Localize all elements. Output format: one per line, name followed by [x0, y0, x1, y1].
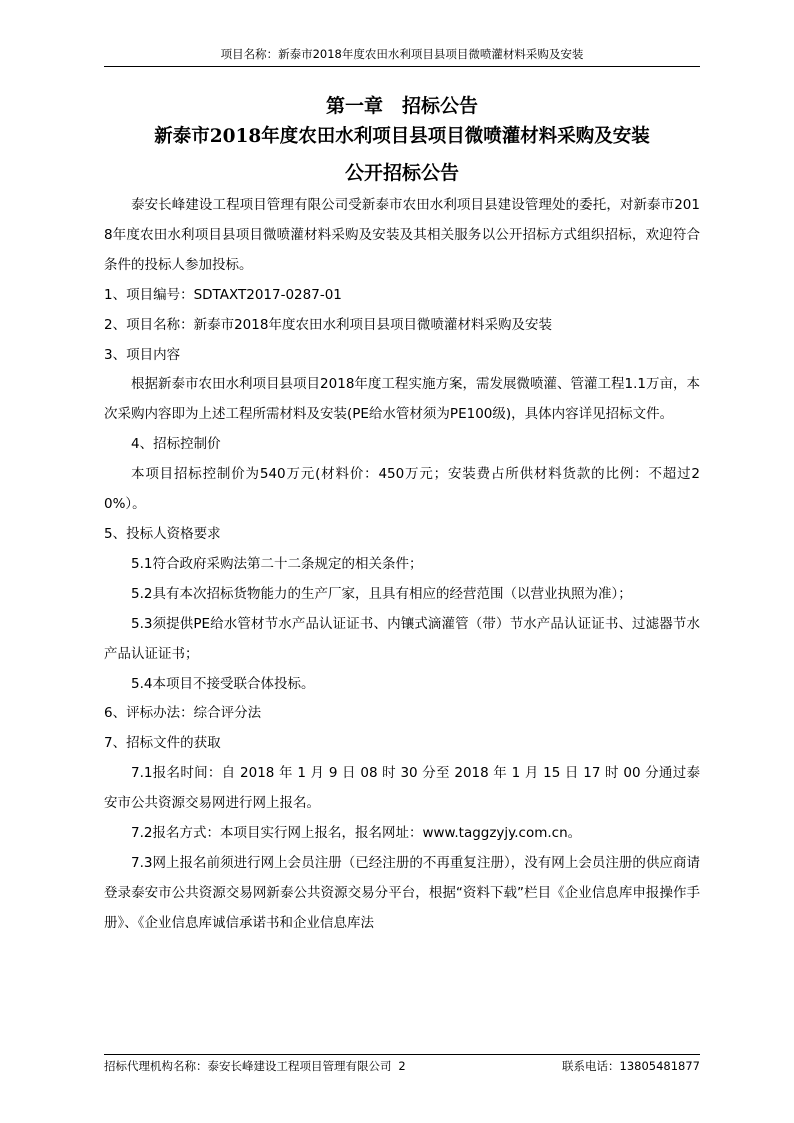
project-number: 1、项目编号：SDTAXT2017-0287-01: [104, 286, 342, 303]
page-header: [104, 44, 700, 67]
section-heading-documents: 7、招标文件的获取: [104, 735, 221, 752]
announcement-title: 新泰市2018年度农田水利项目县项目微喷灌材料采购及安装: [154, 126, 650, 147]
evaluation-method: 6、评标办法：综合评分法: [104, 705, 262, 722]
page-footer: [104, 1054, 700, 1077]
registration-method: 7.2报名方式：本项目实行网上报名，报名网址：www.taggzyjy.com.cn。: [131, 825, 582, 842]
header-project-name: 项目名称：新泰市2018年度农田水利项目县项目微喷灌材料采购及安装: [220, 47, 584, 61]
intro-paragraph: 泰安长峰建设工程项目管理有限公司受新泰市农田水利项目县建设管理处的委托，对新泰市2018年度农田水利项目县项目微喷灌材料采购及安装及其相关服务以公开招标方式组织招标，欢迎符合条件的投标人参加投标。: [104, 197, 700, 273]
price-paragraph: 本项目招标控制价为540万元(材料价：450万元；安装费占所供材料货款的比例：不超过20%）。: [104, 466, 700, 513]
registration-time: 7.1报名时间：自 2018 年 1 月 9 日 08 时 30 分至 2018 年 1 月 15 日 17 时 00 分通过泰安市公共资源交易网进行网上报名。: [104, 765, 700, 812]
section-heading-price: 4、招标控制价: [131, 436, 221, 453]
announcement-subtitle: 公开招标公告: [344, 162, 459, 184]
project-content-paragraph: 根据新泰市农田水利项目县项目2018年度工程实施方案，需发展微喷灌、管灌工程1.1万亩，本次采购内容即为上述工程所需材料及安装(PE给水管材须为PE100级)，具体内容详见招标文件。: [104, 376, 700, 423]
footer-agency: 招标代理机构名称：泰安长峰建设工程项目管理有限公司: [104, 1059, 392, 1073]
page-number: 2: [398, 1059, 406, 1073]
qualification-item-4: 5.4本项目不接受联合体投标。: [131, 675, 315, 692]
footer-phone: 联系电话：13805481877: [562, 1059, 700, 1073]
qualification-item-3: 5.3须提供PE给水管材节水产品认证证书、内镶式滴灌管（带）节水产品认证证书、过滤器节水产品认证证书；: [104, 615, 700, 662]
project-name: 2、项目名称：新泰市2018年度农田水利项目县项目微喷灌材料采购及安装: [104, 316, 552, 333]
document-body: [104, 191, 700, 939]
qualification-item-2: 5.2具有本次招标货物能力的生产厂家，且具有相应的经营范围（以营业执照为准）；: [131, 585, 632, 602]
section-heading-content: 3、项目内容: [104, 346, 181, 363]
section-heading-qualification: 5、投标人资格要求: [104, 525, 221, 542]
registration-note: 7.3网上报名前须进行网上会员注册（已经注册的不再重复注册），没有网上会员注册的供应商请登录泰安市公共资源交易网新泰公共资源交易分平台，根据“资料下载”栏目《企业信息库申报操作手册》、《企业信息库诚信承诺书和企业信息库法: [104, 854, 700, 931]
chapter-title: 第一章 招标公告: [325, 95, 478, 117]
qualification-item-1: 5.1符合政府采购法第二十二条规定的相关条件；: [131, 555, 423, 572]
